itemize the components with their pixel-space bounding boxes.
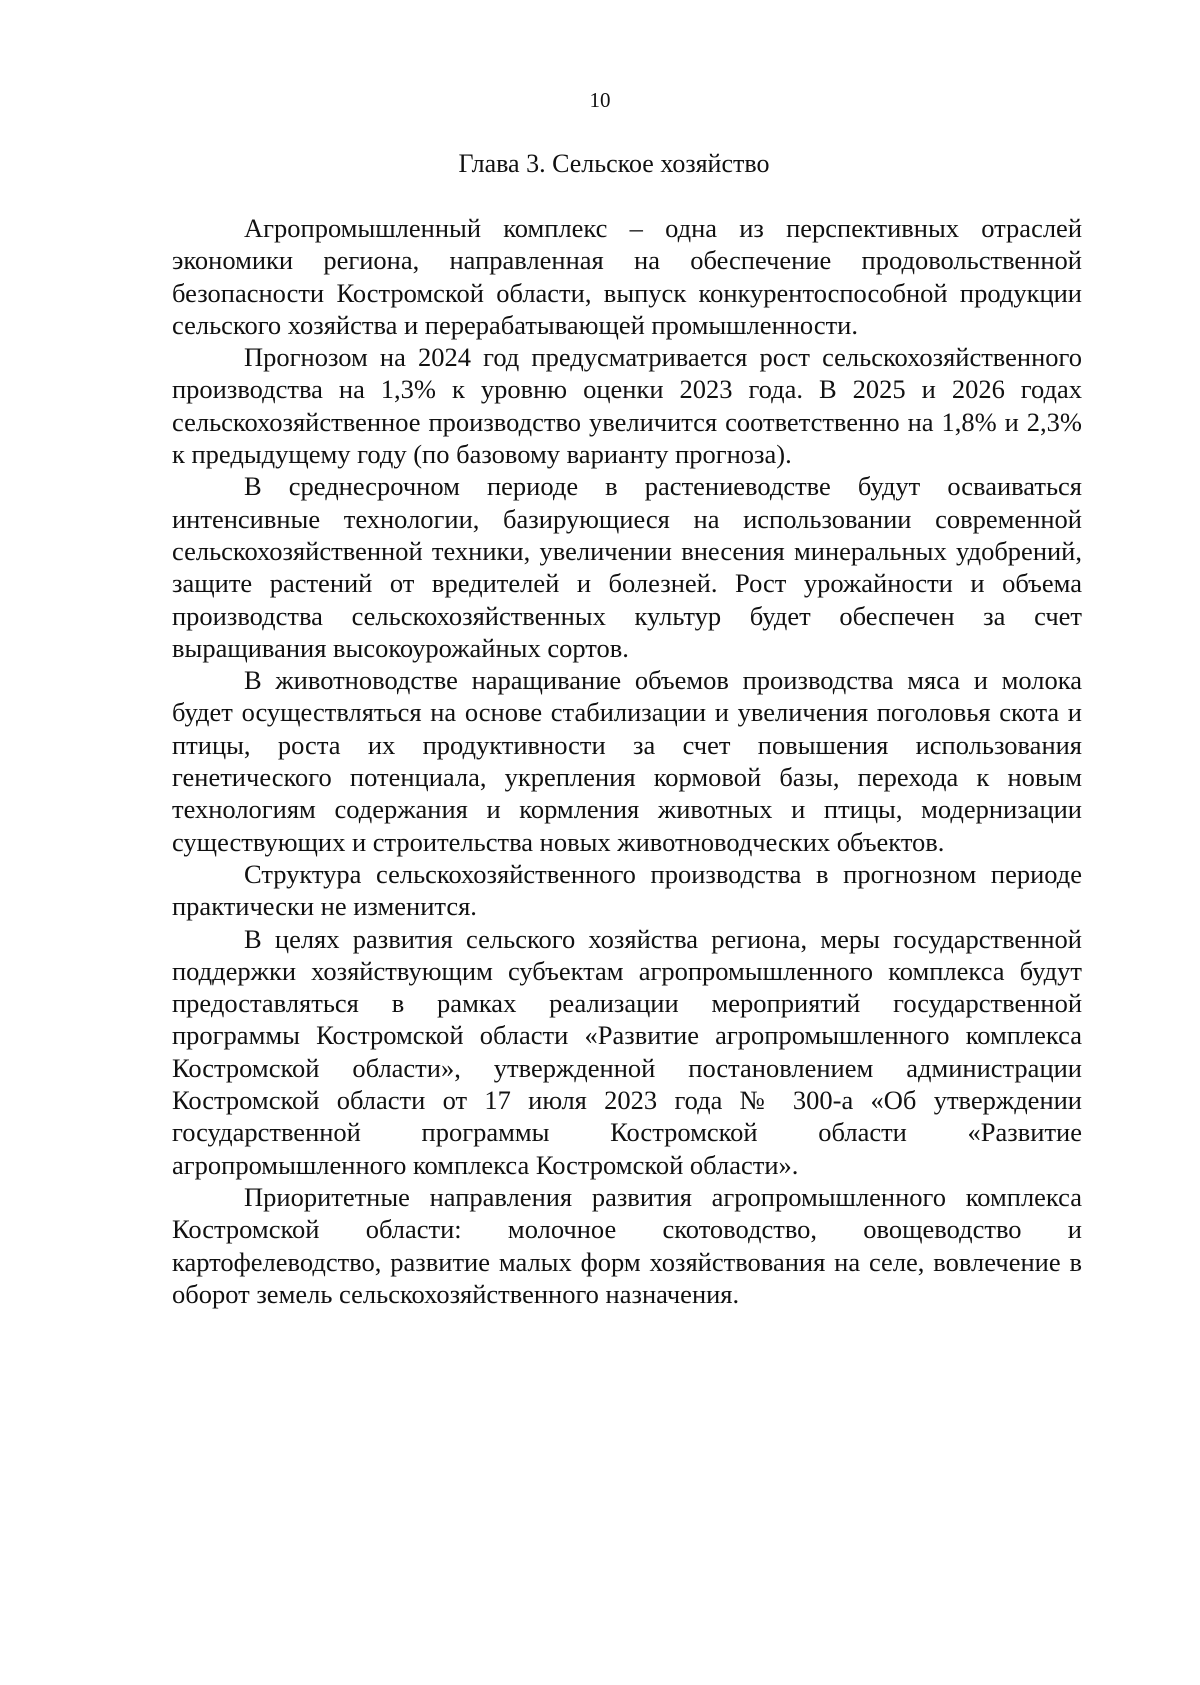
paragraph-agro-complex: Агропромышленный комплекс – одна из перспективных отраслей экономики региона, направленная на обеспечение продовольственной безопасности Костромской области, выпуск конкурентоспособной продукции сельского хозяйства и перерабатывающей промышленности. bbox=[172, 213, 1082, 340]
paragraph-crop-production: В среднесрочном периоде в растениеводстве будут осваиваться интенсивные технологии, базирующиеся на использовании современной сельскохозяйственной техники, увеличении внесения минеральных удобрений, защите растений от вредителей и болезней. Рост урожайности и объема производства сельскохозяйственных культур будет обеспечен за счет выращивания высокоурожайных сортов. bbox=[172, 471, 1082, 663]
body-text bbox=[172, 212, 1082, 1310]
paragraph-forecast-2024: Прогнозом на 2024 год предусматривается рост сельскохозяйственного производства на 1,3% к уровню оценки 2023 года. В 2025 и 2026 годах сельскохозяйственное производство увеличится соответственно на 1,8% и 2,3% к предыдущему году (по базовому варианту прогноза). bbox=[172, 342, 1082, 470]
chapter-title: Глава 3. Сельское хозяйство bbox=[458, 149, 770, 178]
paragraph-priorities: Приоритетные направления развития агропромышленного комплекса Костромской области: молочное скотоводство, овощеводство и картофелеводство, развитие малых форм хозяйствования на селе, вовлечение в оборот земель сельскохозяйственного назначения. bbox=[172, 1181, 1082, 1309]
page-number: 10 bbox=[589, 88, 611, 112]
paragraph-livestock: В животноводстве наращивание объемов производства мяса и молока будет осуществляться на основе стабилизации и увеличения поголовья скота и птицы, роста их продуктивности за счет повышения использования генетического потенциала, укрепления кормовой базы, перехода к новым технологиям содержания и кормления животных и птицы, модернизации существующих и строительства новых животноводческих объектов. bbox=[172, 665, 1082, 857]
paragraph-structure: Структура сельскохозяйственного производства в прогнозном периоде практически не изменится. bbox=[172, 858, 1082, 922]
paragraph-state-support: В целях развития сельского хозяйства региона, меры государственной поддержки хозяйствующим субъектам агропромышленного комплекса будут предоставляться в рамках реализации мероприятий государственной программы Костромской области «Развитие агропромышленного комплекса Костромской области», утвержденной постановлением администрации Костромской области от 17 июля 2023 года № 300-а «Об утверждении государственной программы Костромской области «Развитие агропромышленного комплекса Костромской области». bbox=[172, 923, 1082, 1180]
